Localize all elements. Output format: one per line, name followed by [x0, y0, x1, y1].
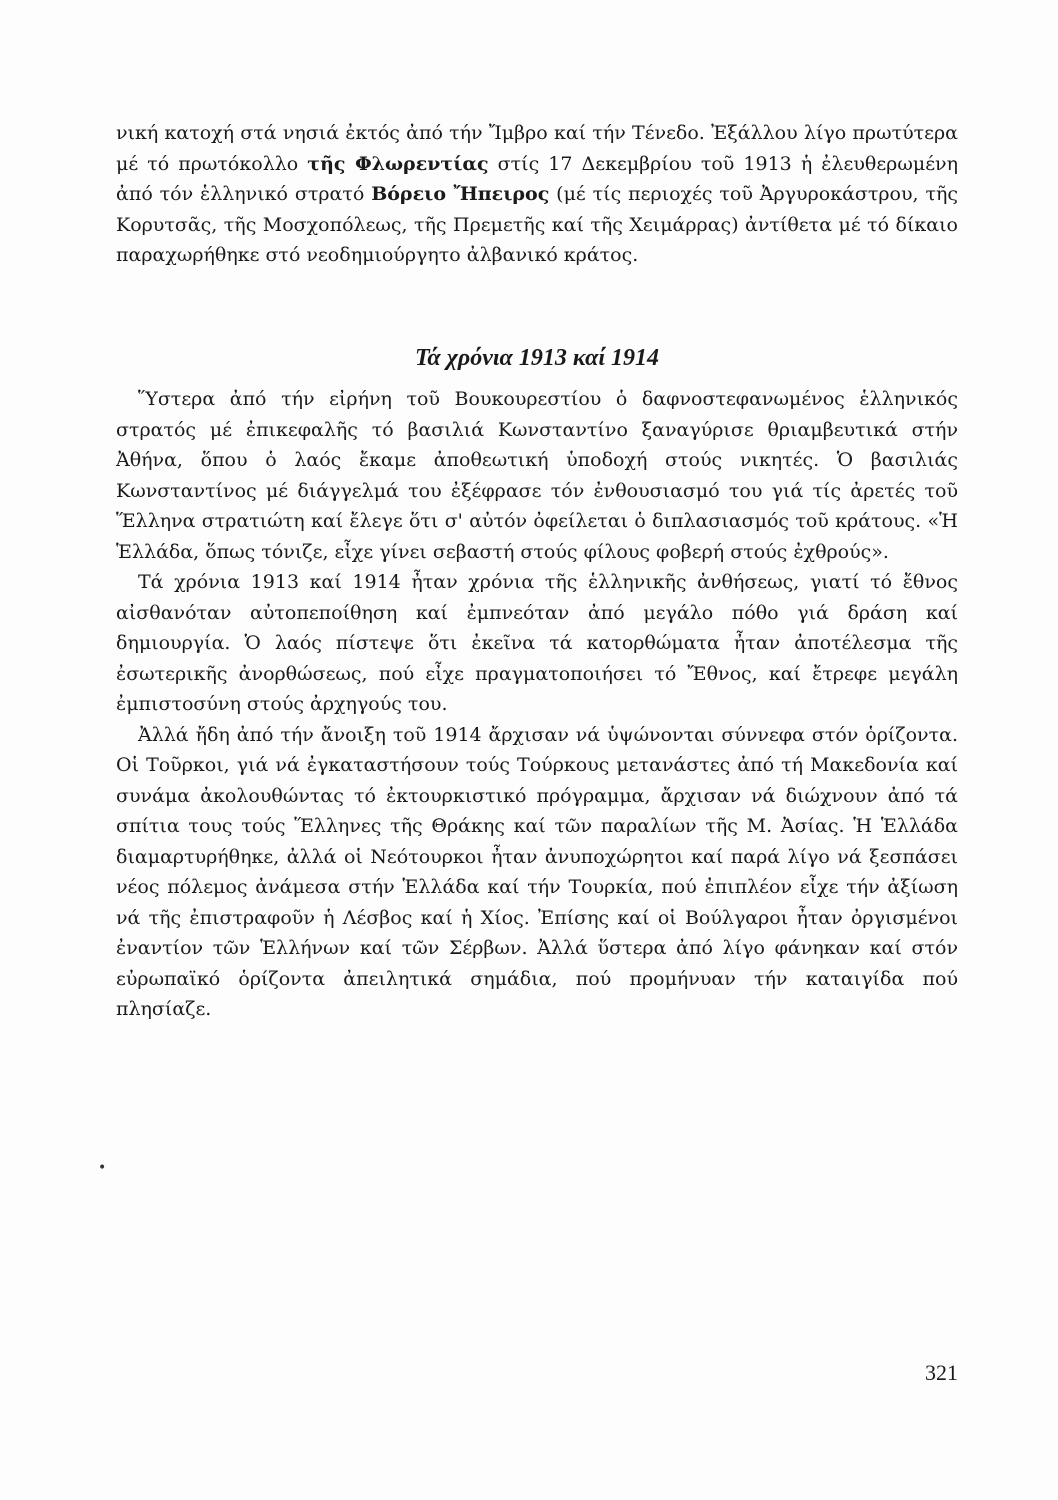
body-paragraph-2: Τά χρόνια 1913 καί 1914 ἦταν χρόνια τῆς ἑλληνικῆς ἀνθήσεως, γιατί τό ἔθνος αἰσθανόταν αὐτοπεποίθηση καί ἐμπνεόταν ἀπό μεγάλο πόθο γιά δράση καί δημιουργία. Ὁ λαός πίστεψε ὅτι ἐκεῖνα τά κατορθώματα ἦταν ἀποτέλεσμα τῆς ἐσωτερικῆς ἀνορθώσεως, πού εἶχε πραγματοποιήσει τό Ἔθνος, καί ἔτρεφε μεγάλη ἐμπιστοσύνη στούς ἀρχηγούς του. — [116, 571, 958, 715]
body-paragraph-3: Ἀλλά ἤδη ἀπό τήν ἄνοιξη τοῦ 1914 ἄρχισαν νά ὑψώνονται σύννεφα στόν ὁρίζοντα. Οἱ Τοῦρκοι, γιά νά ἐγκαταστήσουν τούς Τούρκους μετανάστες ἀπό τή Μακεδονία καί συνάμα ἀκολουθώντας τό ἐκτουρκιστικό πρόγραμμα, ἄρχισαν νά διώχνουν ἀπό τά σπίτια τους τούς Ἕλληνες τῆς Θράκης καί τῶν παραλίων τῆς Μ. Ἀσίας. Ἡ Ἑλλάδα διαμαρτυρήθηκε, ἀλλά οἱ Νεότουρκοι ἦταν ἀνυποχώρητοι καί παρά λίγο νά ξεσπάσει νέος πόλεμος ἀνάμεσα στήν Ἑλλάδα καί τήν Τουρκία, πού ἐπιπλέον εἶχε τήν ἀξίωση νά τῆς ἐπιστραφοῦν ἡ Λέσβος καί ἡ Χίος. Ἐπίσης καί οἱ Βούλγαροι ἦταν ὀργισμένοι ἐναντίον τῶν Ἑλλήνων καί τῶν Σέρβων. Ἀλλά ὕστερα ἀπό λίγο φάνηκαν καί στόν εὐρωπαϊκό ὁρίζοντα ἀπειλητικά σημάδια, πού προμήνυαν τήν καταιγίδα πού πλησίαζε. — [116, 723, 958, 1020]
intro-text-2: στίς 17 Δεκεμβρίου τοῦ 1913 ἡ ἐλευθερωμένη ἀπό τόν ἑλληνικό στρατό — [116, 152, 958, 205]
body-paragraph-1: Ὕστερα ἀπό τήν εἰρήνη τοῦ Βουκουρεστίου ὁ δαφνοστεφανωμένος ἑλληνικός στρατός μέ ἐπικεφαλῆς τό βασιλιά Κωνσταντίνο ξαναγύρισε θριαμβευτικά στήν Ἀθήνα, ὅπου ὁ λαός ἔκαμε ἀποθεωτική ὑποδοχή στούς νικητές. Ὁ βασιλιάς Κωνσταντίνος μέ διάγγελμά του ἐξέφρασε τόν ἐνθουσιασμό του γιά τίς ἀρετές τοῦ Ἕλληνα στρατιώτη καί ἔλεγε ὅτι σ' αὐτόν ὀφείλεται ὁ διπλασιασμός τοῦ κράτους. «Ἡ Ἑλλάδα, ὅπως τόνιζε, εἶχε γίνει σεβαστή στούς φίλους φοβερή στούς ἐχθρούς». — [116, 388, 958, 563]
intro-text-1: νική κατοχή στά νησιά ἐκτός ἀπό τήν Ἴμβρο καί τήν Τένεδο. Ἐξάλλου λίγο πρωτύτερα μέ τό πρωτόκολλο — [116, 122, 958, 175]
intro-bold-florence: τῆς Φλωρεντίας — [307, 152, 489, 175]
section-title: Τά χρόνια 1913 καί 1914 — [414, 345, 660, 371]
intro-bold-northern-epirus: Βόρειο Ἤπειρος — [371, 183, 550, 205]
intro-paragraph — [116, 118, 958, 271]
intro-text-3: (μέ τίς περιοχές τοῦ Ἀργυροκάστρου, τῆς Κορυτσᾶς, τῆς Μοσχοπόλεως, τῆς Πρεμετῆς καί τῆς Χειμάρρας) ἀντίθετα μέ τό δίκαιο παραχωρήθηκε στό νεοδημιούργητο ἀλβανικό κράτος. — [116, 183, 958, 266]
section-body — [116, 384, 958, 1025]
bullet-mark: • — [98, 1160, 107, 1176]
page-number: 321 — [925, 1360, 958, 1385]
